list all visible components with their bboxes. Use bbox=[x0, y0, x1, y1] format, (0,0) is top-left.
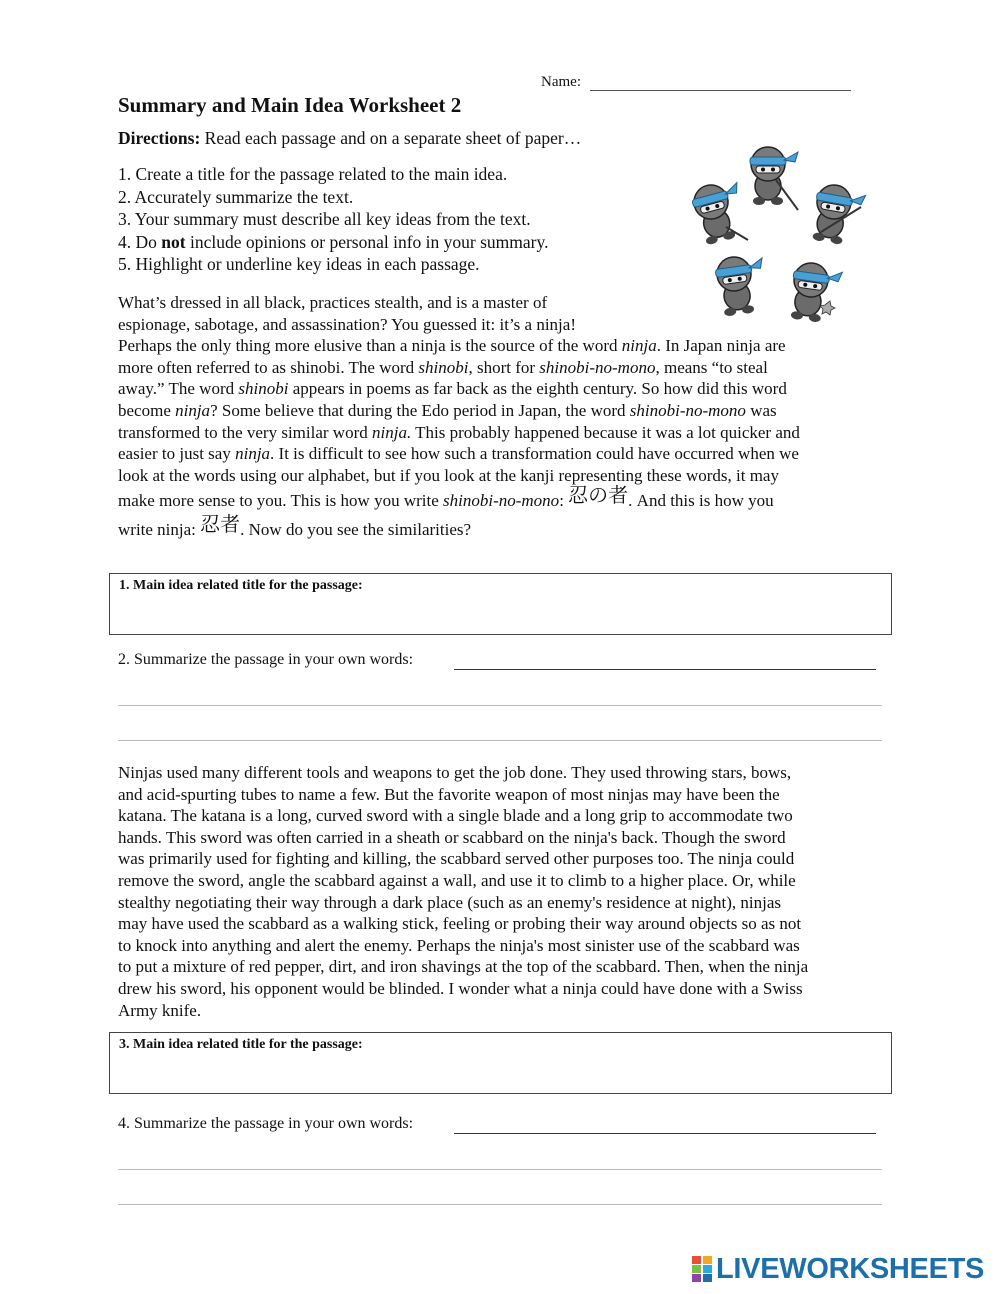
logo-blocks-icon bbox=[692, 1256, 712, 1282]
step-item: 4. Do not include opinions or personal info in your summary. bbox=[118, 231, 549, 252]
passage-line: become ninja? Some believe that during the Edo period in Japan, the word shinobi-no-mono was bbox=[118, 400, 777, 420]
summary-input-line[interactable] bbox=[118, 1204, 882, 1205]
step-item: 5. Highlight or underline key ideas in each passage. bbox=[118, 254, 480, 274]
box-label: 1. Main idea related title for the passage: bbox=[119, 578, 363, 593]
step-item: 1. Create a title for the passage related to the main idea. bbox=[118, 164, 508, 184]
summary-input-line[interactable] bbox=[454, 1133, 876, 1134]
summary-input-line[interactable] bbox=[454, 669, 876, 670]
passage-line: Perhaps the only thing more elusive than a ninja is the source of the word ninja. In Japan ninja are bbox=[118, 336, 786, 356]
step-item: 3. Your summary must describe all key ideas from the text. bbox=[118, 209, 531, 229]
passage-line: transformed to the very similar word ninja. This probably happened because it was a lot quicker and bbox=[118, 422, 800, 442]
passage-line: remove the sword, angle the scabbard against a wall, and use it to climb to a higher place. Or, while bbox=[118, 870, 796, 890]
summary-input-line[interactable] bbox=[118, 705, 882, 706]
passage-2 bbox=[118, 762, 888, 1021]
logo-text: LIVEWORKSHEETS bbox=[716, 1252, 985, 1285]
box-label: 3. Main idea related title for the passage: bbox=[119, 1037, 363, 1052]
passage-line: look at the words using our alphabet, but if you look at the kanji representing these words, it may bbox=[118, 465, 779, 485]
passage-line: What’s dressed in all black, practices stealth, and is a master of bbox=[118, 293, 548, 312]
summary-input-line[interactable] bbox=[118, 1169, 882, 1170]
summary-label-2: 4. Summarize the passage in your own words: bbox=[118, 1115, 414, 1132]
title-answer-box-1[interactable] bbox=[109, 573, 892, 635]
passage-line: easier to just say ninja. It is difficult to see how such a transformation could have occurred when we bbox=[118, 444, 799, 464]
passage-line: stealthy negotiating their way through a dark place (such as an enemy's residence at night), ninjas bbox=[118, 892, 782, 912]
name-label: Name: bbox=[541, 74, 581, 90]
directions-text: Read each passage and on a separate sheet of paper… bbox=[200, 128, 582, 148]
passage-line: make more sense to you. This is how you write shinobi-no-mono: 忍の者. And this is how you bbox=[118, 483, 774, 511]
passage-1 bbox=[118, 292, 888, 541]
passage-line: more often referred to as shinobi. The word shinobi, short for shinobi-no-mono, means “to steal bbox=[118, 357, 768, 377]
passage-line: was primarily used for fighting and killing, the scabbard served other purposes too. The ninja could bbox=[118, 849, 795, 869]
directions bbox=[118, 128, 581, 149]
passage-line: to put a mixture of red pepper, dirt, and iron shavings at the top of the scabbard. Then, when the ninja bbox=[118, 957, 809, 977]
passage-line: away.” The word shinobi appears in poems as far back as the eighth century. So how did this word bbox=[118, 379, 787, 399]
passage-line: and acid-spurting tubes to name a few. But the favorite weapon of most ninjas may have been the bbox=[118, 784, 780, 804]
passage-line: hands. This sword was often carried in a sheath or scabbard on the ninja's back. Though the sword bbox=[118, 827, 786, 847]
passage-line: Ninjas used many different tools and weapons to get the job done. They used throwing stars, bows, bbox=[118, 763, 792, 782]
liveworksheets-logo bbox=[692, 1254, 984, 1284]
passage-line: espionage, sabotage, and assassination? You guessed it: it’s a ninja! bbox=[118, 314, 576, 334]
kanji-shinobi-no-mono: 忍の者 bbox=[568, 483, 629, 508]
passage-line: Army knife. bbox=[118, 1000, 202, 1020]
summary-input-line[interactable] bbox=[118, 740, 882, 741]
passage-line: may have used the scabbard as a walking stick, feeling or probing their way around objects so as not bbox=[118, 914, 802, 934]
directions-label: Directions: bbox=[118, 128, 201, 148]
page-title: Summary and Main Idea Worksheet 2 bbox=[118, 93, 462, 117]
step-item: 2. Accurately summarize the text. bbox=[118, 186, 354, 207]
kanji-ninja: 忍者 bbox=[200, 511, 241, 536]
passage-line: katana. The katana is a long, curved sword with a single blade and a long grip to accommodate two bbox=[118, 806, 793, 826]
passage-line: drew his sword, his opponent would be blinded. I wonder what a ninja could have done with a Swiss bbox=[118, 978, 803, 998]
passage-line: write ninja: 忍者. Now do you see the similarities? bbox=[118, 511, 472, 539]
passage-line: to knock into anything and alert the enemy. Perhaps the ninja's most sinister use of the scabbard was bbox=[118, 935, 800, 955]
summary-label-1: 2. Summarize the passage in your own words: bbox=[118, 651, 414, 668]
steps-list bbox=[118, 163, 548, 276]
title-answer-box-2[interactable] bbox=[109, 1032, 892, 1094]
name-field[interactable] bbox=[590, 90, 851, 91]
